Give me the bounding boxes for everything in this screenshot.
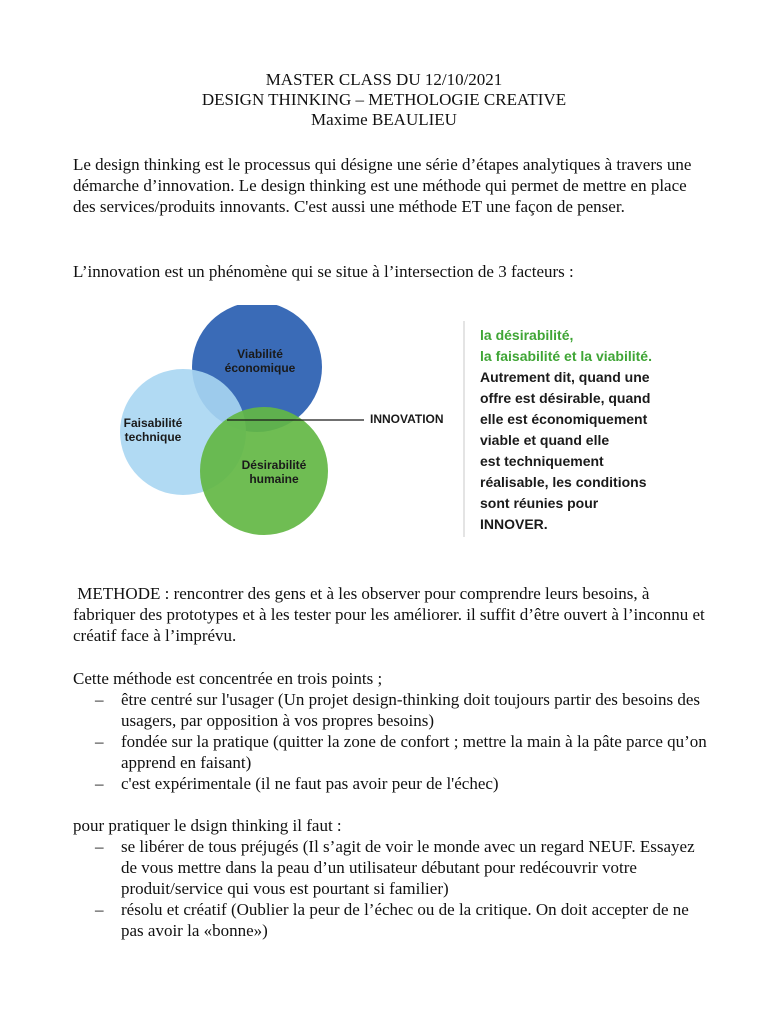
- label-viabilite: [205, 347, 315, 375]
- document-header: [0, 70, 768, 130]
- conseils-intro: pour pratiquer le dsign thinking il faut :: [73, 816, 342, 835]
- list-item: [73, 899, 713, 941]
- conseils-list: [73, 836, 713, 941]
- list-item-text: fondée sur la pratique (quitter la zone de confort ; mettre la main à la pâte parce qu’on apprend en faisant): [121, 732, 707, 772]
- label-viabilite-line2: économique: [224, 361, 296, 375]
- dash-bullet: –: [95, 900, 104, 919]
- label-desirabilite-line1: Désirabilité: [241, 458, 307, 472]
- side-line: réalisable, les conditions: [480, 474, 647, 490]
- list-item-text: résolu et créatif (Oublier la peur de l’échec ou de la critique. On doit accepter de ne pas avoir la «bonne»): [121, 900, 689, 940]
- list-item-text: c'est expérimentale (il ne faut pas avoir peur de l'échec): [121, 774, 499, 793]
- side-line: sont réunies pour: [480, 495, 599, 511]
- side-line: Autrement dit, quand une: [480, 369, 650, 385]
- dash-bullet: –: [95, 774, 104, 793]
- side-line: la désirabilité,: [480, 327, 574, 343]
- dash-bullet: –: [95, 837, 104, 856]
- label-faisabilite-line1: Faisabilité: [123, 416, 183, 430]
- venn-diagram: [100, 305, 680, 545]
- side-line: INNOVER.: [480, 516, 548, 532]
- side-line: est techniquement: [480, 453, 604, 469]
- intro-paragraph: Le design thinking est le processus qui désigne une série d’étapes analytiques à travers une démarche d’innovation. Le design thinking est une méthode qui permet de mettre en place des services/produits innovants. C'est aussi une méthode ET une façon de penser.: [73, 155, 692, 216]
- label-innovation: INNOVATION: [370, 412, 444, 426]
- label-desirabilite-line2: humaine: [249, 472, 299, 486]
- side-line: elle est économiquement: [480, 411, 648, 427]
- label-viabilite-line1: Viabilité: [237, 347, 283, 361]
- points-list: [73, 689, 713, 794]
- points-intro: Cette méthode est concentrée en trois points ;: [73, 669, 383, 688]
- header-author: Maxime BEAULIEU: [311, 110, 457, 129]
- list-item: [73, 773, 713, 794]
- list-item-text: être centré sur l'usager (Un projet design-thinking doit toujours partir des besoins des usagers, par opposition à vos propres besoins): [121, 690, 701, 730]
- methode-paragraph: METHODE : rencontrer des gens et à les observer pour comprendre leurs besoins, à fabriquer des prototypes et à les tester pour les améliorer. il suffit d’être ouvert à l’inconnu et créatif face à l’imprévu.: [73, 584, 710, 645]
- side-line: viable et quand elle: [480, 432, 610, 448]
- innovation-sentence: L’innovation est un phénomène qui se situe à l’intersection de 3 facteurs :: [73, 262, 574, 281]
- side-line: la faisabilité et la viabilité.: [480, 348, 652, 364]
- diagram-side-text: [480, 325, 680, 535]
- label-faisabilite-line2: technique: [124, 430, 182, 444]
- list-item-text: se libérer de tous préjugés (Il s’agit de voir le monde avec un regard NEUF. Essayez de vous mettre dans la peau d’un utilisateur débutant pour redécouvrir votre produit/service qui vous est pourtant si familier): [121, 837, 695, 898]
- dash-bullet: –: [95, 732, 104, 751]
- side-line: offre est désirable, quand: [480, 390, 651, 406]
- header-title: MASTER CLASS DU 12/10/2021: [265, 70, 503, 89]
- dash-bullet: –: [95, 690, 104, 709]
- header-subtitle: DESIGN THINKING – METHOLOGIE CREATIVE: [201, 90, 567, 109]
- list-item: [73, 836, 713, 899]
- label-desirabilite: [220, 458, 328, 486]
- label-faisabilite: [103, 416, 203, 444]
- list-item: [73, 731, 713, 773]
- list-item: [73, 689, 713, 731]
